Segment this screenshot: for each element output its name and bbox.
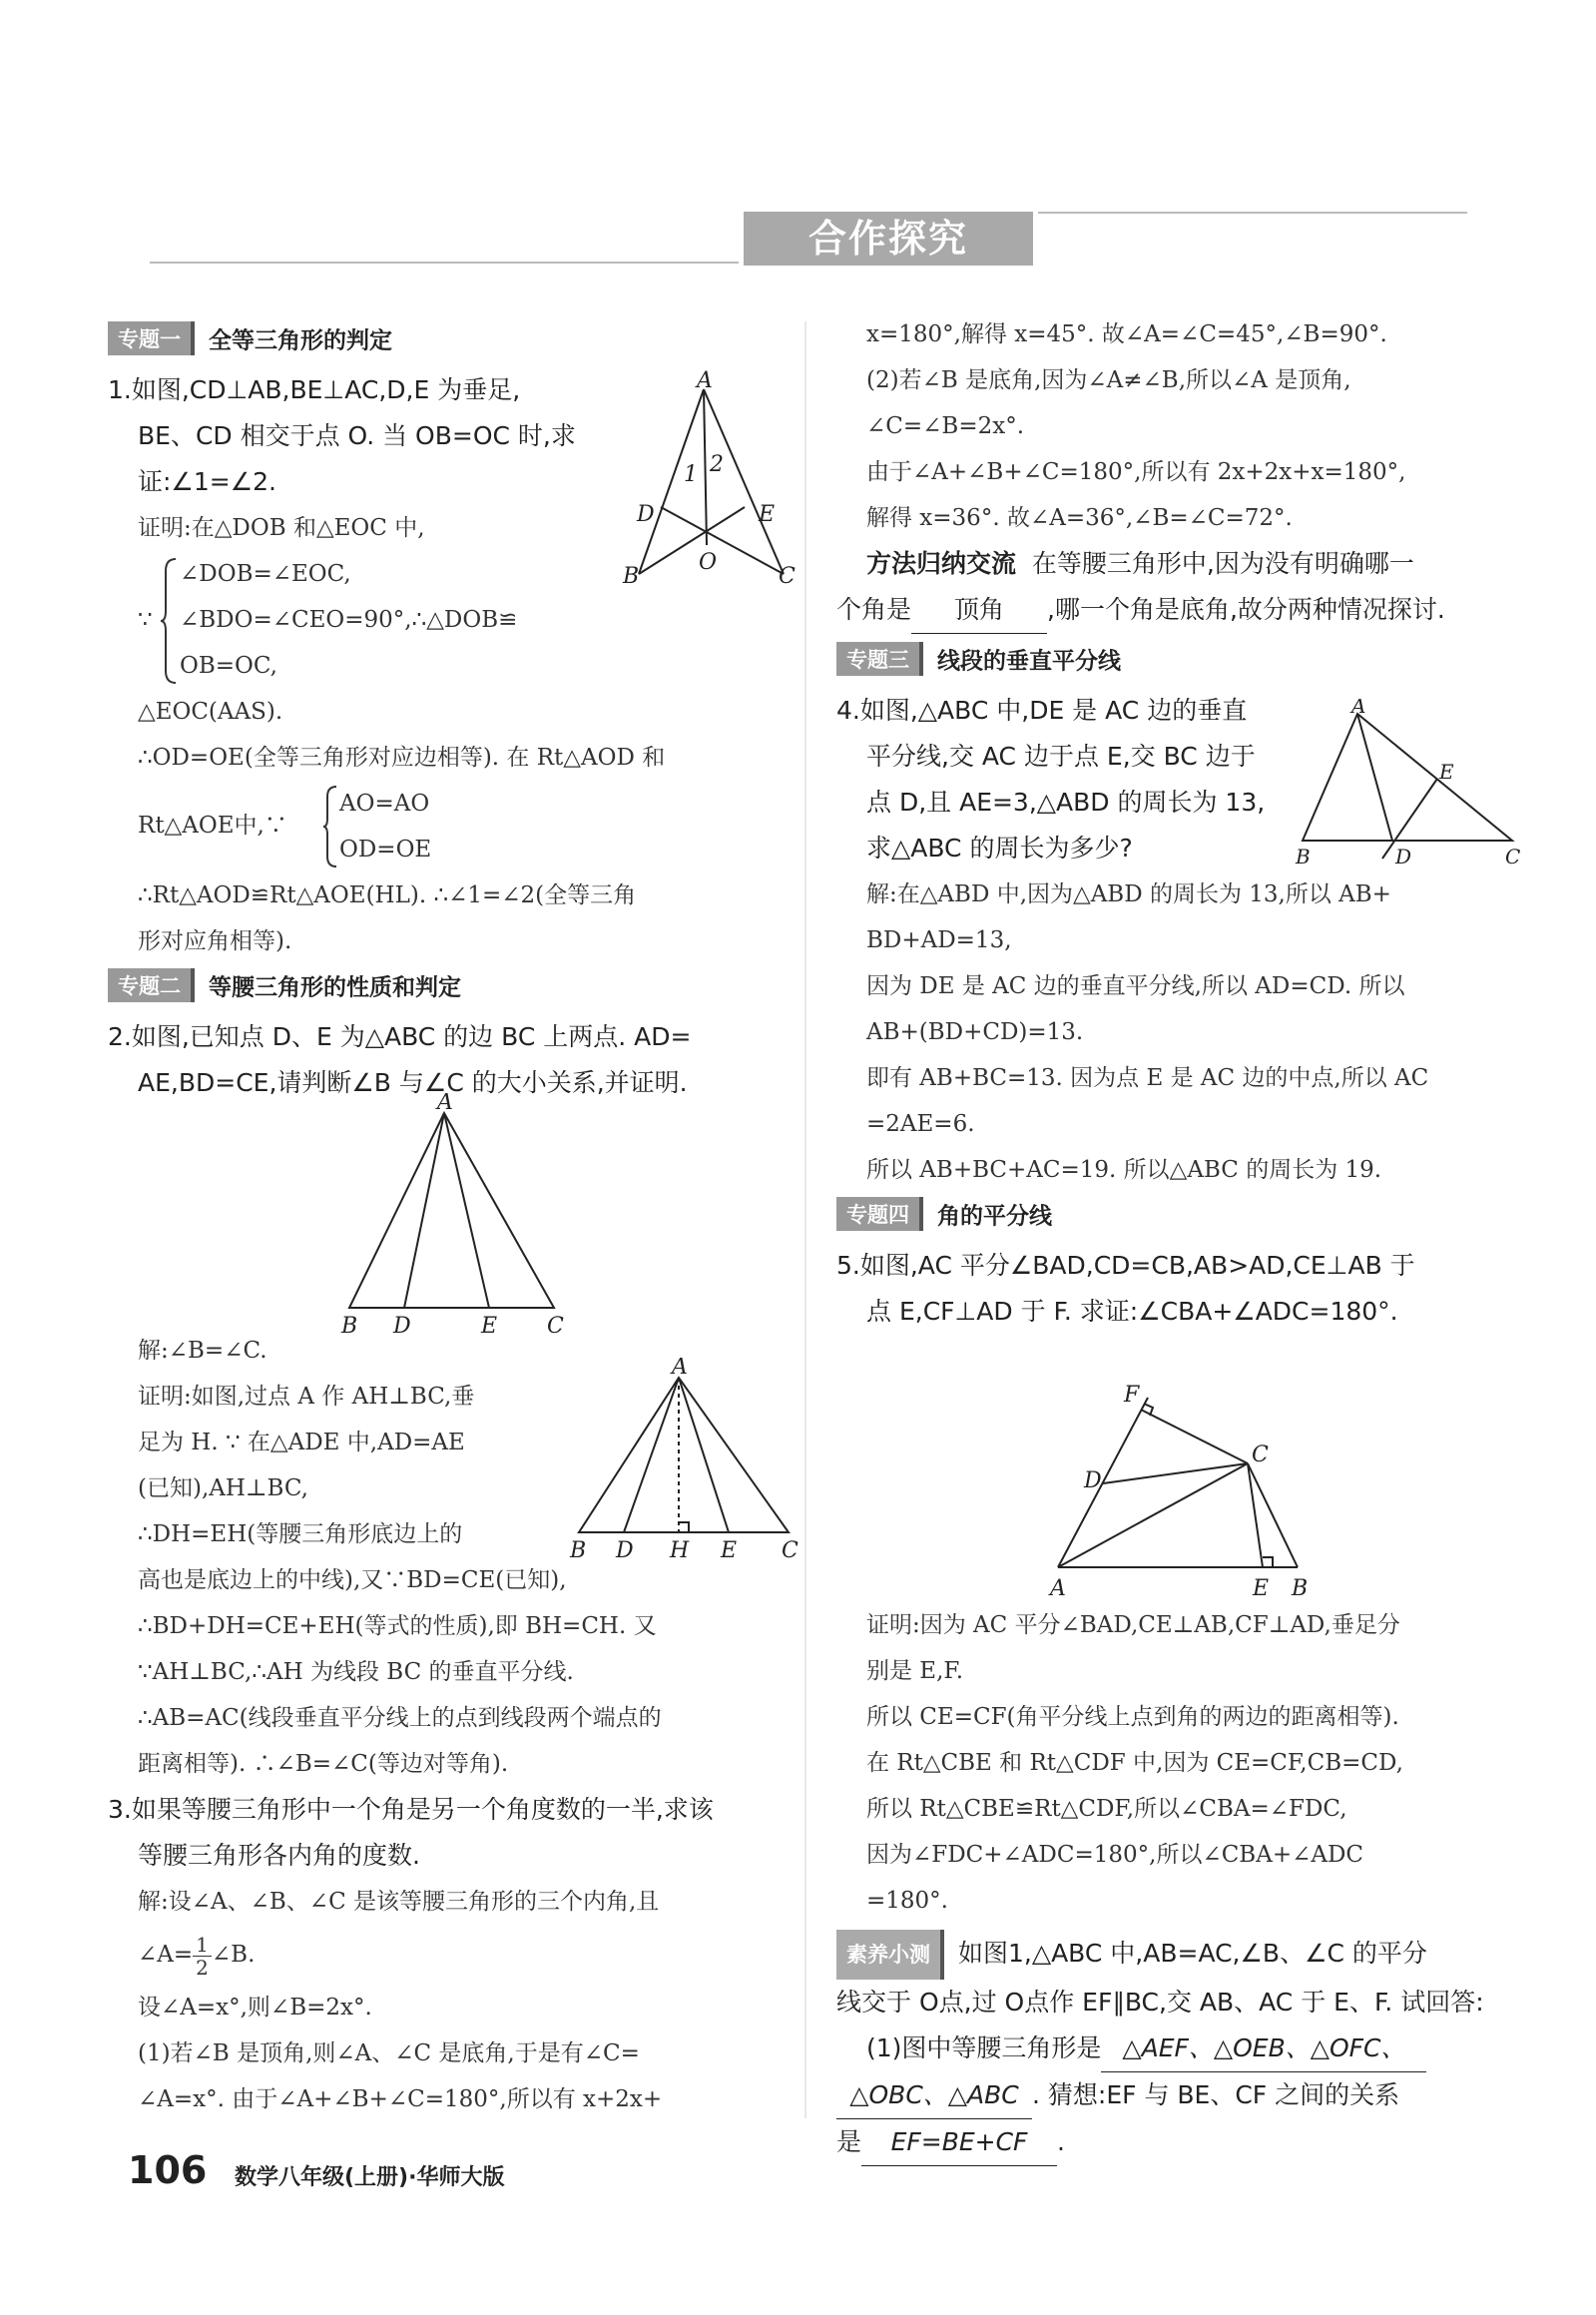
quiz-line bbox=[836, 2072, 1525, 2119]
method-summary bbox=[836, 541, 1525, 587]
label-E: E bbox=[1253, 1576, 1270, 1601]
q1-answer: OB=OC, bbox=[180, 653, 277, 679]
q5-answer: 因为∠FDC+∠ADC=180°,所以∠CBA+∠ADC bbox=[866, 1842, 1364, 1868]
topic-title: 线段的垂直平分线 bbox=[937, 648, 1121, 675]
quiz-line bbox=[836, 2026, 1525, 2072]
label-E: E bbox=[1439, 760, 1454, 784]
book-title: 数学八年级(上册)·华师大版 bbox=[235, 2165, 505, 2190]
q4-stem: 4.如图,△ABC 中,DE 是 AC 边的垂直 bbox=[836, 696, 1248, 725]
q3-answer-cont: 由于∠A+∠B+∠C=180°,所以有 2x+2x+x=180°, bbox=[866, 459, 1406, 485]
q3-answer: (1)若∠B 是顶角,则∠A、∠C 是底角,于是有∠C= bbox=[138, 2040, 640, 2066]
fraction bbox=[193, 1934, 212, 1979]
q2-answer: ∴DH=EH(等腰三角形底边上的 bbox=[138, 1521, 463, 1547]
label-D: D bbox=[393, 1314, 411, 1339]
quiz-line bbox=[836, 1930, 1525, 1980]
label-O: O bbox=[699, 550, 718, 575]
label-C: C bbox=[547, 1314, 564, 1339]
brace-icon bbox=[322, 785, 338, 868]
q5-answer: 在 Rt△CBE 和 Rt△CDF 中,因为 CE=CF,CB=CD, bbox=[866, 1750, 1403, 1776]
fill-blank: EF=BE+CF bbox=[861, 2119, 1057, 2166]
label-E: E bbox=[721, 1538, 738, 1563]
quiz-text: 如图1,△ABC 中,AB=AC,∠B、∠C 的平分 bbox=[958, 1939, 1427, 1968]
q4-answer: 即有 AB+BC=13. 因为点 E 是 AC 边的中点,所以 AC bbox=[866, 1065, 1429, 1091]
q4-stem: 点 D,且 AE=3,△ABD 的周长为 13, bbox=[866, 788, 1266, 817]
label-E: E bbox=[481, 1314, 498, 1339]
q2-answer: 解:∠B=∠C. bbox=[138, 1338, 267, 1364]
topic-title: 全等三角形的判定 bbox=[209, 327, 392, 354]
topic-tag: 专题一 bbox=[108, 321, 195, 355]
q3-stem: 3.如果等腰三角形中一个角是另一个角度数的一半,求该 bbox=[108, 1795, 714, 1824]
banner-rule-left bbox=[150, 262, 739, 264]
method-text: ,哪一个角是底角,故分两种情况探讨. bbox=[1047, 595, 1445, 624]
q4-answer: BD+AD=13, bbox=[866, 927, 1012, 953]
q2-stem: 2.如图,已知点 D、E 为△ABC 的边 BC 上两点. AD= bbox=[108, 1022, 692, 1051]
label-B: B bbox=[623, 564, 640, 589]
q5-answer: 所以 Rt△CBE≌Rt△CDF,所以∠CBA=∠FDC, bbox=[866, 1796, 1347, 1822]
method-text: 在等腰三角形中,因为没有明确哪一 bbox=[1031, 549, 1414, 578]
q2-stem: AE,BD=CE,请判断∠B 与∠C 的大小关系,并证明. bbox=[138, 1068, 688, 1097]
brace-icon bbox=[160, 557, 178, 685]
q5-stem: 5.如图,AC 平分∠BAD,CD=CB,AB>AD,CE⊥AB 于 bbox=[836, 1251, 1415, 1280]
fill-blank: △AEF、△OEB、△OFC、 bbox=[1101, 2026, 1426, 2072]
literacy-quiz bbox=[836, 1930, 1525, 2166]
q1-answer: 形对应角相等). bbox=[138, 928, 292, 954]
label-C: C bbox=[779, 564, 796, 589]
topic-header-2 bbox=[108, 968, 797, 1008]
method-text: 个角是 bbox=[836, 595, 912, 624]
banner-rule-right bbox=[1038, 212, 1467, 214]
quiz-text: 是 bbox=[836, 2127, 862, 2156]
topic-title: 等腰三角形的性质和判定 bbox=[209, 974, 461, 1001]
label-B: B bbox=[570, 1538, 587, 1563]
label-B: B bbox=[341, 1314, 358, 1339]
figure-q2 bbox=[329, 1093, 579, 1343]
fill-blank: 顶角 bbox=[911, 587, 1047, 634]
q3-stem: 等腰三角形各内角的度数. bbox=[138, 1841, 420, 1870]
label-D: D bbox=[1395, 845, 1412, 868]
fill-blank: △OBC、△ABC bbox=[836, 2072, 1032, 2119]
label-A: A bbox=[437, 1093, 453, 1115]
figure-q2-proof bbox=[564, 1358, 803, 1577]
label-E: E bbox=[759, 502, 776, 527]
q1-answer: Rt△AOE中,∵ bbox=[138, 813, 287, 839]
topic-header-4 bbox=[836, 1197, 1525, 1237]
q3-answer: ∠A= bbox=[138, 1942, 194, 1968]
q3-answer: 解:设∠A、∠B、∠C 是该等腰三角形的三个内角,且 bbox=[138, 1889, 660, 1915]
column-divider bbox=[804, 321, 806, 2118]
label-C: C bbox=[782, 1538, 798, 1563]
label-C: C bbox=[1505, 845, 1521, 868]
q2-answer: ∵AH⊥BC,∴AH 为线段 BC 的垂直平分线. bbox=[138, 1659, 574, 1685]
q1-answer: AO=AO bbox=[339, 791, 430, 817]
topic-title: 角的平分线 bbox=[937, 1203, 1052, 1230]
label-C: C bbox=[1252, 1443, 1269, 1467]
q1-answer: ∴Rt△AOD≌Rt△AOE(HL). ∴∠1=∠2(全等三角 bbox=[138, 882, 637, 908]
label-A: A bbox=[672, 1358, 688, 1380]
q3-answer: ∠A=x°. 由于∠A+∠B+∠C=180°,所以有 x+2x+ bbox=[138, 2086, 663, 2112]
figure-q4 bbox=[1288, 699, 1537, 873]
q1-answer: ∠BDO=∠CEO=90°,∴△DOB≌ bbox=[180, 607, 518, 633]
q5-answer: 所以 CE=CF(角平分线上点到角的两边的距离相等). bbox=[866, 1704, 1399, 1730]
figure-q1 bbox=[619, 369, 798, 589]
q5-answer: 别是 E,F. bbox=[866, 1658, 964, 1684]
fraction-denominator: 2 bbox=[196, 1955, 209, 1980]
q2-answer: 足为 H. ∵ 在△ADE 中,AD=AE bbox=[138, 1430, 465, 1455]
label-D: D bbox=[616, 1538, 634, 1563]
right-column bbox=[836, 311, 1525, 2166]
quiz-line bbox=[836, 2119, 1525, 2166]
q4-answer: 因为 DE 是 AC 边的垂直平分线,所以 AD=CD. 所以 bbox=[866, 973, 1405, 999]
q1-stem: 1.如图,CD⊥AB,BE⊥AC,D,E 为垂足, bbox=[108, 375, 521, 404]
q4-stem: 求△ABC 的周长为多少? bbox=[866, 834, 1133, 863]
method-summary-2 bbox=[836, 587, 1525, 634]
q2-answer: ∴AB=AC(线段垂直平分线上的点到线段两个端点的 bbox=[138, 1705, 662, 1731]
q3-fraction-line bbox=[108, 1925, 797, 1985]
label-1: 1 bbox=[684, 462, 698, 487]
q4-stem: 平分线,交 AC 边于点 E,交 BC 边于 bbox=[866, 742, 1256, 771]
label-D: D bbox=[1084, 1468, 1102, 1493]
fraction-numerator: 1 bbox=[193, 1934, 212, 1957]
q1-brace-group-2 bbox=[108, 781, 797, 872]
q2-answer: (已知),AH⊥BC, bbox=[138, 1475, 308, 1501]
label-H: H bbox=[670, 1538, 690, 1563]
q3-answer-cont: x=180°,解得 x=45°. 故∠A=∠C=45°,∠B=90°. bbox=[866, 321, 1387, 347]
q2-answer: ∴BD+DH=CE+EH(等式的性质),即 BH=CH. 又 bbox=[138, 1613, 657, 1639]
topic-header-3 bbox=[836, 642, 1525, 682]
label-A: A bbox=[697, 369, 713, 393]
q4-answer: 解:在△ABD 中,因为△ABD 的周长为 13,所以 AB+ bbox=[866, 881, 1391, 907]
q3-answer-cont: 解得 x=36°. 故∠A=36°,∠B=∠C=72°. bbox=[866, 505, 1293, 531]
q1-answer: ∠DOB=∠EOC, bbox=[180, 561, 351, 587]
q1-stem: 证:∠1=∠2. bbox=[138, 467, 276, 496]
q2-answer: 高也是底边上的中线),又∵BD=CE(已知), bbox=[138, 1567, 567, 1593]
quiz-text: . 猜想:EF 与 BE、CF 之间的关系 bbox=[1032, 2080, 1400, 2109]
page-number: 106 bbox=[128, 2148, 208, 2192]
q3-answer-cont: (2)若∠B 是底角,因为∠A≠∠B,所以∠A 是顶角, bbox=[866, 367, 1351, 393]
q3-answer: ∠B. bbox=[211, 1942, 256, 1968]
section-banner: 合作探究 bbox=[744, 212, 1033, 266]
question-3 bbox=[108, 1787, 797, 2122]
topic-tag: 专题三 bbox=[836, 642, 923, 676]
topic-header-1 bbox=[108, 321, 797, 361]
figure-q5 bbox=[1038, 1378, 1328, 1612]
q4-answer: 所以 AB+BC+AC=19. 所以△ABC 的周长为 19. bbox=[866, 1157, 1382, 1183]
q4-answer: AB+(BD+CD)=13. bbox=[866, 1019, 1084, 1045]
quiz-text: . bbox=[1057, 2127, 1065, 2156]
quiz-text: 线交于 O点,过 O点作 EF∥BC,交 AB、AC 于 E、F. 试回答: bbox=[836, 1988, 1484, 2017]
label-A: A bbox=[1050, 1576, 1066, 1601]
q3-answer-cont: ∠C=∠B=2x°. bbox=[866, 413, 1025, 439]
q5-answer: 证明:因为 AC 平分∠BAD,CE⊥AB,CF⊥AD,垂足分 bbox=[866, 1612, 1400, 1638]
q1-answer: 证明:在△DOB 和△EOC 中, bbox=[138, 515, 425, 541]
q5-answer: =180°. bbox=[866, 1888, 948, 1914]
label-F: F bbox=[1124, 1383, 1140, 1408]
quiz-tag: 素养小测 bbox=[836, 1930, 944, 1980]
topic-tag: 专题二 bbox=[108, 968, 195, 1002]
q5-stem: 点 E,CF⊥AD 于 F. 求证:∠CBA+∠ADC=180°. bbox=[866, 1297, 1398, 1326]
q1-brace-group: ∵ ∠DOB=∠EOC, ∠BDO=∠CEO=90°,∴△DOB≌ OB=OC, bbox=[108, 551, 797, 689]
q4-answer: =2AE=6. bbox=[866, 1111, 975, 1137]
q1-answer: OD=OE bbox=[339, 837, 432, 863]
topic-tag: 专题四 bbox=[836, 1197, 923, 1231]
label-2: 2 bbox=[710, 452, 724, 477]
label-D: D bbox=[637, 502, 655, 527]
label-B: B bbox=[1292, 1576, 1309, 1601]
label-B: B bbox=[1296, 845, 1311, 868]
q1-answer: △EOC(AAS). bbox=[138, 699, 283, 725]
q2-answer: 证明:如图,过点 A 作 AH⊥BC,垂 bbox=[138, 1384, 475, 1410]
q3-answer: 设∠A=x°,则∠B=2x°. bbox=[138, 1995, 372, 2021]
q1-answer: ∴OD=OE(全等三角形对应边相等). 在 Rt△AOD 和 bbox=[138, 745, 666, 771]
label-A: A bbox=[1351, 699, 1366, 718]
q1-stem: BE、CD 相交于点 O. 当 OB=OC 时,求 bbox=[138, 421, 576, 450]
q2-answer: 距离相等). ∴∠B=∠C(等边对等角). bbox=[138, 1751, 509, 1777]
quiz-text: (1)图中等腰三角形是 bbox=[866, 2033, 1102, 2062]
method-title: 方法归纳交流 bbox=[866, 549, 1017, 578]
